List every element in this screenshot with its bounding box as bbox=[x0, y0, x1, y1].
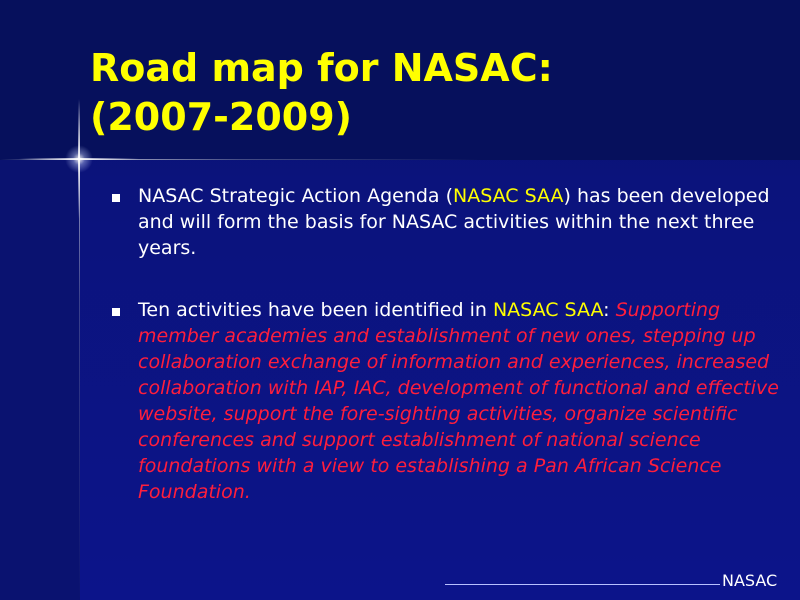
slide-title-line-1: Road map for NASAC: bbox=[90, 46, 553, 90]
bullet-item bbox=[100, 183, 780, 261]
bullet-italic-text: Supporting member academies and establishment of new ones, stepping up collaboration exchange of information and experiences, increased collaboration with IAP, IAC, development of functional and effective website, support the fore-sighting activities, organize scientific conferences and support establishment of national science foundations with a view to establishing a Pan African Science Foundation. bbox=[138, 299, 779, 503]
bullet-text: Ten activities have been identified in bbox=[138, 299, 493, 321]
bullet-highlight: NASAC SAA bbox=[492, 299, 604, 321]
bullet-item bbox=[100, 297, 780, 505]
slide-title-line-2: (2007-2009) bbox=[90, 95, 353, 139]
slide-title bbox=[90, 44, 790, 142]
bullet-text: NASAC Strategic Action Agenda ( bbox=[138, 185, 454, 207]
sparkle-ray-vertical bbox=[78, 99, 80, 219]
square-bullet-icon bbox=[112, 194, 120, 202]
bullet-list bbox=[100, 183, 780, 505]
footer-label: NASAC bbox=[722, 571, 778, 590]
footer-rule bbox=[445, 584, 720, 585]
bullet-highlight: NASAC SAA bbox=[453, 185, 564, 207]
left-band bbox=[0, 160, 80, 600]
bullet-text: : bbox=[603, 299, 610, 321]
bullet-text: ) has been developed and will form the basis for NASAC activities within the next three years. bbox=[138, 185, 770, 259]
square-bullet-icon bbox=[112, 308, 120, 316]
